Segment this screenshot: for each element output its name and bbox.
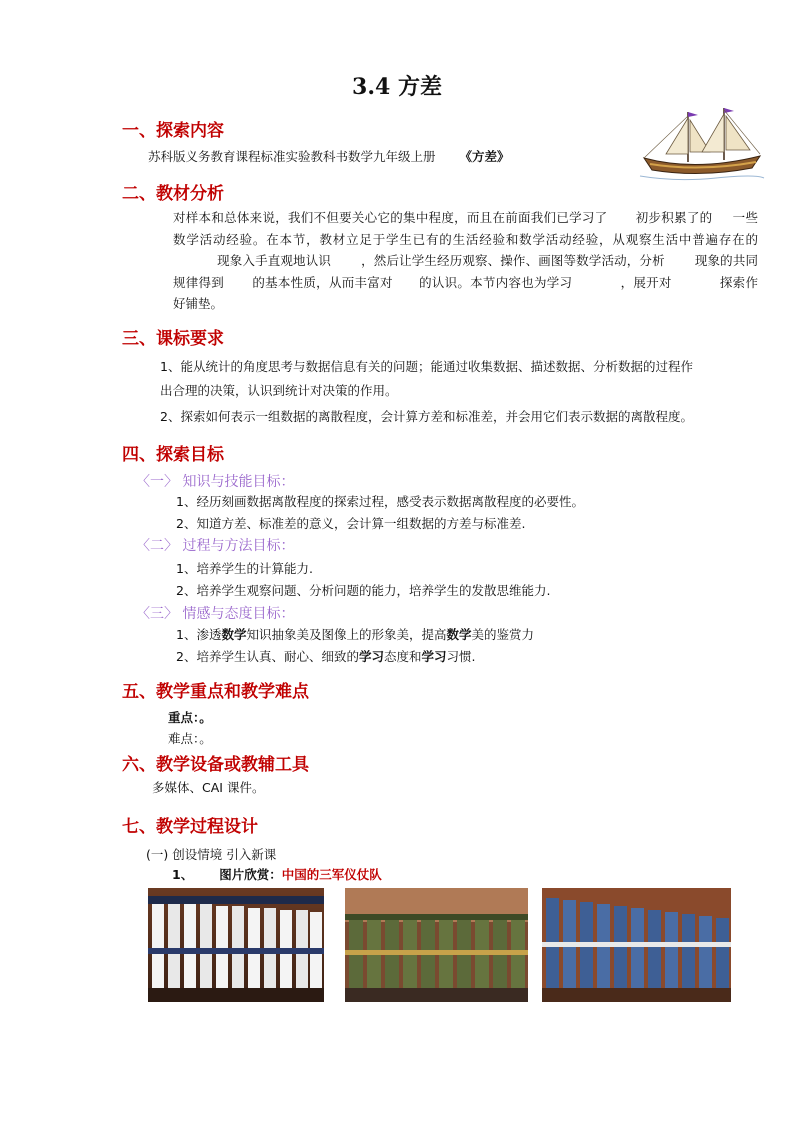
standard-item-1-line-2: 出合理的决策，认识到统计对决策的作用。 bbox=[160, 383, 398, 398]
analysis-paragraph bbox=[173, 207, 758, 315]
honor-guard-photo-airforce bbox=[542, 888, 731, 1002]
text-run: 2、培养学生认真、耐心、细致的 bbox=[176, 649, 359, 664]
content-text bbox=[148, 146, 510, 167]
goal-heading-emotion: 〈三〉 情感与态度目标： bbox=[136, 606, 295, 622]
honor-guard-photo-army bbox=[345, 888, 528, 1002]
section-heading-3: 三、课标要求 bbox=[122, 329, 224, 349]
analysis-segment: 现象的共同规律得到 bbox=[173, 253, 758, 290]
goal-emotion-item-1 bbox=[176, 624, 534, 645]
section-heading-6: 六、教学设备或教辅工具 bbox=[122, 755, 309, 775]
section-heading-2: 二、教材分析 bbox=[122, 184, 224, 204]
page-title: 3.4 方差 bbox=[352, 74, 442, 100]
goal-process-item: 1、培养学生的计算能力. bbox=[176, 561, 313, 576]
text-run: 态度和 bbox=[383, 649, 422, 664]
item-number: 1、 bbox=[172, 867, 194, 882]
goal-process-item: 2、培养学生观察问题、分析问题的能力，培养学生的发散思维能力. bbox=[176, 583, 551, 598]
goal-heading-process: 〈二〉 过程与方法目标： bbox=[136, 538, 295, 554]
honor-guard-photo-navy bbox=[148, 888, 324, 1002]
goal-knowledge-item: 1、经历刻画数据离散程度的探索过程，感受表示数据离散程度的必要性。 bbox=[176, 494, 584, 509]
content-text-prefix: 苏科版义务教育课程标准实验教科书数学九年级上册 bbox=[148, 149, 436, 164]
item-title: 中国的三军仪仗队 bbox=[281, 867, 382, 882]
text-run: 美的鉴赏力 bbox=[471, 627, 535, 642]
analysis-segment: 初步积累了的 bbox=[635, 210, 713, 225]
section-heading-1: 一、探索内容 bbox=[122, 121, 224, 141]
text-run-bold: 数学 bbox=[446, 627, 472, 642]
text-run-bold: 学习 bbox=[358, 649, 384, 664]
goal-knowledge-item: 2、知道方差、标准差的意义，会计算一组数据的方差与标准差. bbox=[176, 516, 526, 531]
analysis-segment: 现象入手直观地认识 bbox=[217, 253, 331, 268]
analysis-segment: 探索作好铺垫。 bbox=[173, 274, 758, 311]
analysis-segment: ，然后让学生经历观察、操作、画图等数学活动，分析 bbox=[361, 253, 665, 268]
analysis-segment: 的基本性质，从而丰富对 bbox=[252, 274, 393, 290]
sailing-ship-illustration bbox=[636, 106, 766, 186]
goal-emotion-item-2 bbox=[176, 646, 476, 667]
analysis-segment: 对样本和总体来说，我们不但要关心它的集中程度，而且在前面我们已学习了 bbox=[173, 210, 608, 225]
analysis-segment: 一些数学活动经验。在本节，教材立足于学生已有的生活经验和数学活动经验，从观察生活中普遍存在的 bbox=[173, 210, 758, 247]
analysis-segment: ，展开对 bbox=[620, 274, 672, 290]
standard-item-2: 2、探索如何表示一组数据的离散程度，会计算方差和标准差，并会用它们表示数据的离散程度。 bbox=[160, 409, 693, 424]
section-heading-4: 四、探索目标 bbox=[122, 445, 224, 465]
standard-item-1-line-1: 1、能从统计的角度思考与数据信息有关的问题；能通过收集数据、描述数据、分析数据的过程作 bbox=[160, 359, 693, 374]
key-point: 重点：。 bbox=[168, 710, 212, 725]
section-heading-7: 七、教学过程设计 bbox=[122, 817, 258, 837]
content-book-title: 《方差》 bbox=[459, 149, 510, 164]
text-run-bold: 数学 bbox=[221, 627, 247, 642]
goal-heading-knowledge: 〈一〉 知识与技能目标： bbox=[136, 474, 295, 490]
item-label: 图片欣赏： bbox=[219, 867, 282, 882]
text-run: 习惯. bbox=[446, 649, 476, 664]
text-run-bold: 学习 bbox=[421, 649, 447, 664]
text-run: 1、渗透 bbox=[176, 627, 222, 642]
tools-text: 多媒体、CAI 课件。 bbox=[152, 780, 265, 795]
text-run: 知识抽象美及图像上的形象美，提高 bbox=[246, 627, 447, 642]
process-step-1: (一) 创设情境 引入新课 bbox=[146, 847, 277, 862]
analysis-segment: 的认识。本节内容也为学习 bbox=[418, 274, 573, 290]
difficult-point: 难点：。 bbox=[168, 731, 212, 746]
section-heading-5: 五、教学重点和教学难点 bbox=[122, 682, 309, 702]
process-item-1 bbox=[172, 864, 382, 885]
